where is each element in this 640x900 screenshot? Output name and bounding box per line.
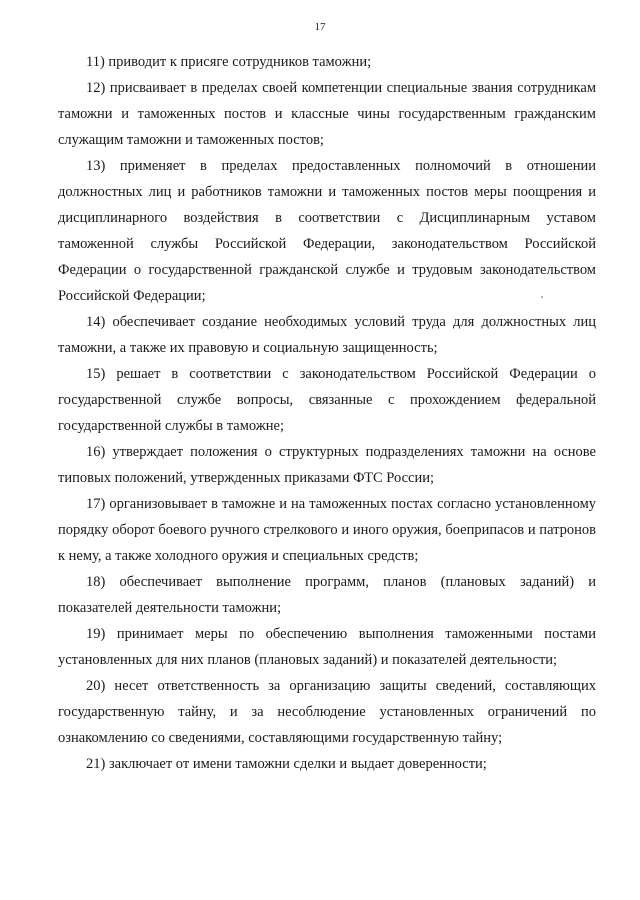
list-item-11: 11) приводит к присяге сотрудников таможни; (86, 54, 372, 70)
list-item-20: 20) несет ответственность за организацию защиты сведений, составляющих государственную тайну, и за несоблюдение установленных ограничений по ознакомлению со сведениями, составляющими государственную тайну; (58, 678, 596, 746)
scan-artifact-dot (541, 296, 543, 298)
list-item-13: 13) применяет в пределах предоставленных полномочий в отношении должностных лиц и работников таможни и таможенных постов меры поощрения и дисциплинарного воздействия в соответствии с Дисциплинарным уставом таможенной службы Российской Федерации, законодательством Российской Федерации о государственной гражданской службе и трудовым законодательством Российской Федерации; (58, 158, 596, 304)
list-item-15: 15) решает в соответствии с законодательством Российской Федерации о государственной службе вопросы, связанные с прохождением федеральной государственной службы в таможне; (58, 366, 596, 434)
list-item-21: 21) заключает от имени таможни сделки и выдает доверенности; (86, 756, 487, 772)
list-item-17: 17) организовывает в таможне и на таможенных постах согласно установленному порядку оборот боевого ручного стрелкового и иного оружия, боеприпасов и патронов к нему, а также холодного оружия и специальных средств; (58, 496, 596, 564)
document-body (58, 49, 596, 777)
list-item-19: 19) принимает меры по обеспечению выполнения таможенными постами установленных для них планов (плановых заданий) и показателей деятельности; (58, 626, 596, 668)
list-item-12: 12) присваивает в пределах своей компетенции специальные звания сотрудникам таможни и таможенных постов и классные чины государственным гражданским служащим таможни и таможенных постов; (58, 80, 596, 148)
list-item-14: 14) обеспечивает создание необходимых условий труда для должностных лиц таможни, а также их правовую и социальную защищенность; (58, 314, 596, 356)
list-item-16: 16) утверждает положения о структурных подразделениях таможни на основе типовых положений, утвержденных приказами ФТС России; (58, 444, 596, 486)
list-item-18: 18) обеспечивает выполнение программ, планов (плановых заданий) и показателей деятельности таможни; (58, 574, 596, 616)
page-number: 17 (314, 21, 326, 33)
